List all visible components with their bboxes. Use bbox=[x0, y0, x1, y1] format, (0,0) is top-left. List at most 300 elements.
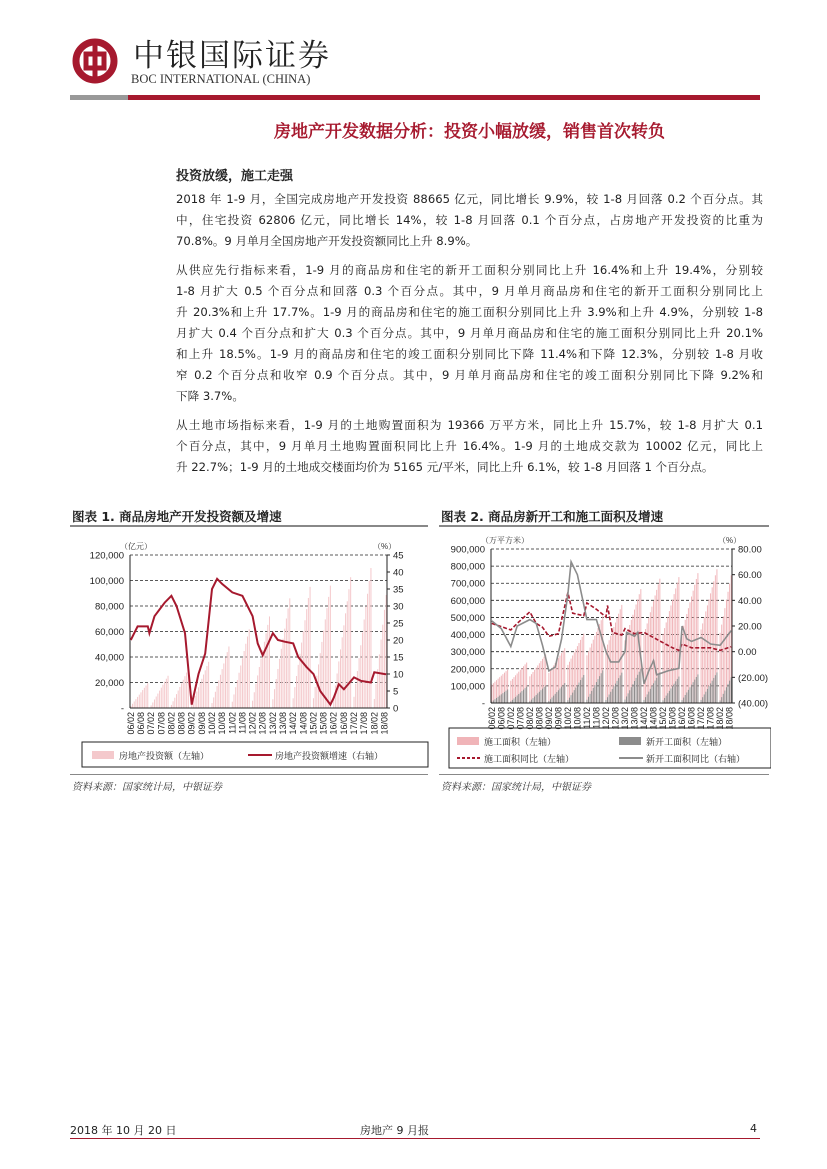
bar-mark bbox=[328, 597, 329, 708]
bar-mark bbox=[228, 646, 229, 708]
bar-mark bbox=[205, 670, 206, 708]
legend-label: 施工面积（左轴） bbox=[484, 737, 557, 747]
left-axis-tick: 60,000 bbox=[94, 627, 124, 638]
x-axis-tick: 14/02 bbox=[288, 712, 299, 735]
bar-mark bbox=[705, 692, 706, 703]
left-axis-tick: 100,000 bbox=[450, 681, 485, 693]
x-axis-tick: 16/02 bbox=[328, 712, 339, 735]
bar-mark bbox=[605, 649, 606, 703]
bar-mark bbox=[704, 617, 705, 703]
bar-mark bbox=[583, 675, 584, 703]
bar-mark bbox=[382, 625, 383, 708]
bar-mark bbox=[276, 679, 277, 708]
right-axis-unit: （%） bbox=[373, 542, 397, 551]
bar-mark bbox=[501, 694, 502, 703]
bar-mark bbox=[542, 689, 543, 703]
x-axis-tick: 12/02 bbox=[247, 712, 258, 735]
bar-mark bbox=[677, 679, 678, 703]
bar-mark bbox=[561, 687, 562, 703]
bar-mark bbox=[659, 672, 660, 703]
bar-mark bbox=[577, 685, 578, 703]
paragraph-line: 中，住宅投资 62806 亿元，同比增长 14%，较 1-8 月回落 0.1 个百分点，占房地产开发投资的比重为 bbox=[176, 213, 763, 227]
bar-mark bbox=[357, 671, 358, 708]
bar-mark bbox=[266, 633, 267, 708]
x-axis-tick: 16/08 bbox=[338, 712, 349, 735]
bar-mark bbox=[574, 690, 575, 703]
right-axis-tick: 35 bbox=[393, 584, 404, 596]
bar-mark bbox=[518, 694, 519, 703]
right-axis-tick: 80.00 bbox=[738, 544, 762, 556]
bar-mark bbox=[330, 586, 331, 708]
bar-mark bbox=[567, 665, 568, 703]
bar-mark bbox=[296, 676, 297, 708]
bar-mark bbox=[242, 658, 243, 708]
bar-mark bbox=[254, 692, 255, 708]
bar-mark bbox=[628, 693, 629, 703]
bar-mark bbox=[639, 672, 640, 703]
legend-swatch bbox=[619, 737, 641, 745]
chart2-title-rule bbox=[439, 525, 769, 527]
bar-mark bbox=[723, 694, 724, 703]
bar-mark bbox=[688, 690, 689, 703]
bar-mark bbox=[599, 676, 600, 703]
bar-mark bbox=[569, 662, 570, 703]
bar-mark bbox=[245, 644, 246, 708]
bar-mark bbox=[504, 692, 505, 703]
bar-mark bbox=[537, 693, 538, 703]
bar-mark bbox=[525, 688, 526, 703]
series-line bbox=[492, 562, 731, 684]
bar-mark bbox=[674, 684, 675, 703]
bar-mark bbox=[255, 684, 256, 708]
bar-mark bbox=[634, 681, 635, 703]
chart1-title-rule bbox=[70, 525, 428, 527]
bar-mark bbox=[550, 670, 551, 703]
x-axis-tick: 06/02 bbox=[486, 707, 497, 730]
right-axis-tick: 40 bbox=[393, 567, 404, 579]
x-axis-tick: 08/08 bbox=[534, 707, 545, 730]
x-axis-tick: 15/08 bbox=[667, 707, 678, 730]
footer-rule bbox=[70, 1138, 760, 1139]
bar-mark bbox=[575, 688, 576, 703]
bar-mark bbox=[666, 622, 667, 703]
bar-mark bbox=[720, 633, 721, 703]
bar-mark bbox=[303, 631, 304, 708]
bar-mark bbox=[672, 686, 673, 703]
bar-mark bbox=[602, 670, 603, 703]
x-axis-tick: 16/08 bbox=[686, 707, 697, 730]
bar-mark bbox=[183, 680, 184, 708]
right-axis-tick: 20 bbox=[393, 635, 404, 647]
bar-mark bbox=[166, 679, 167, 708]
bar-mark bbox=[196, 692, 197, 708]
bar-mark bbox=[211, 703, 212, 708]
bar-mark bbox=[548, 673, 549, 703]
left-axis-tick: 700,000 bbox=[450, 578, 485, 590]
bar-mark bbox=[498, 697, 499, 703]
x-axis-tick: 17/08 bbox=[705, 707, 716, 730]
bar-mark bbox=[299, 654, 300, 708]
paragraph-line: 70.8%。9 月单月全国房地产开发投资额同比上升 8.9%。 bbox=[176, 234, 478, 248]
bar-mark bbox=[181, 683, 182, 708]
bar-mark bbox=[514, 698, 515, 703]
left-axis-tick: - bbox=[120, 703, 124, 715]
bar-mark bbox=[663, 634, 664, 703]
bar-mark bbox=[710, 683, 711, 703]
bar-mark bbox=[184, 676, 185, 708]
bar-mark bbox=[618, 678, 619, 703]
right-axis-tick: 5 bbox=[393, 686, 399, 698]
x-axis-tick: 15/02 bbox=[658, 707, 669, 730]
bar-mark bbox=[540, 690, 541, 703]
bar-mark bbox=[670, 688, 671, 703]
bar-mark bbox=[716, 672, 717, 703]
bar-mark bbox=[239, 673, 240, 708]
bar-mark bbox=[195, 696, 196, 708]
bar-mark bbox=[685, 695, 686, 703]
bar-mark bbox=[690, 687, 691, 703]
bar-mark bbox=[218, 680, 219, 708]
bar-mark bbox=[697, 674, 698, 703]
bar-mark bbox=[502, 693, 503, 703]
bar-mark bbox=[374, 699, 375, 708]
bar-mark bbox=[379, 654, 380, 708]
bar-mark bbox=[637, 675, 638, 703]
bar-mark bbox=[678, 677, 679, 703]
left-axis-unit: （万平方米） bbox=[481, 536, 529, 545]
x-axis-tick: 15/02 bbox=[308, 712, 319, 735]
bar-mark bbox=[310, 587, 311, 708]
x-axis-tick: 11/02 bbox=[581, 707, 592, 729]
bar-mark bbox=[262, 650, 263, 708]
legend-label: 施工面积同比（左轴） bbox=[484, 754, 575, 764]
bar-mark bbox=[340, 649, 341, 708]
bar-mark bbox=[168, 676, 169, 708]
left-axis-tick: 300,000 bbox=[450, 647, 485, 659]
chart2-area bbox=[439, 530, 771, 775]
bar-mark bbox=[617, 681, 618, 703]
bar-mark bbox=[247, 637, 248, 708]
bar-mark bbox=[645, 629, 646, 703]
bar-mark bbox=[517, 695, 518, 703]
paragraph-line: 月扩大 0.4 个百分点和扩大 0.3 个百分点。其中，9 月单月商品房和住宅的施工面积分别同比上升 20.1% bbox=[176, 326, 763, 340]
bar-mark bbox=[244, 651, 245, 708]
x-axis-tick: 16/02 bbox=[677, 707, 688, 730]
bar-mark bbox=[173, 701, 174, 708]
bar-mark bbox=[206, 666, 207, 708]
x-axis-tick: 09/02 bbox=[543, 707, 554, 730]
bar-mark bbox=[666, 696, 667, 703]
legend-label: 新开工面积同比（右轴） bbox=[646, 754, 746, 764]
bar-mark bbox=[655, 681, 656, 703]
left-axis-tick: 20,000 bbox=[94, 678, 124, 689]
bar-mark bbox=[609, 695, 610, 703]
bar-mark bbox=[572, 693, 573, 703]
bar-mark bbox=[186, 673, 187, 708]
legend-label: 房地产投资额增速（右轴） bbox=[275, 751, 384, 761]
bar-mark bbox=[529, 676, 530, 703]
x-axis-tick: 13/02 bbox=[619, 707, 630, 730]
bar-mark bbox=[582, 678, 583, 703]
bar-mark bbox=[559, 688, 560, 703]
bar-mark bbox=[705, 611, 706, 703]
bar-mark bbox=[628, 630, 629, 703]
bar-mark bbox=[647, 623, 648, 703]
bar-mark bbox=[588, 697, 589, 703]
bar-mark bbox=[569, 698, 570, 703]
bar-mark bbox=[384, 610, 385, 708]
legend-label: 新开工面积（左轴） bbox=[646, 737, 728, 747]
bar-mark bbox=[220, 675, 221, 708]
bar-mark bbox=[191, 704, 192, 708]
paragraph-supply bbox=[176, 260, 763, 407]
left-axis-tick: 800,000 bbox=[450, 561, 485, 573]
right-axis-tick: 25 bbox=[393, 618, 404, 630]
bar-mark bbox=[686, 614, 687, 703]
x-axis-tick: 17/08 bbox=[359, 712, 370, 735]
series-line bbox=[131, 579, 386, 705]
bar-mark bbox=[506, 691, 507, 703]
x-axis-tick: 18/08 bbox=[379, 712, 390, 735]
bar-mark bbox=[533, 698, 534, 703]
page-title: 房地产开发数据分析：投资小幅放缓，销售首次转负 bbox=[274, 122, 665, 142]
chart1-title: 图表 1. 商品房地产开发投资额及增速 bbox=[72, 509, 282, 524]
right-axis-unit: （%） bbox=[718, 536, 742, 545]
bar-mark bbox=[610, 692, 611, 703]
bar-mark bbox=[162, 685, 163, 708]
bar-mark bbox=[550, 699, 551, 703]
header-divider-gray bbox=[70, 95, 128, 100]
bar-mark bbox=[701, 629, 702, 703]
bar-mark bbox=[179, 687, 180, 708]
bar-mark bbox=[715, 675, 716, 703]
left-axis-tick: 900,000 bbox=[450, 544, 485, 556]
bar-mark bbox=[536, 695, 537, 703]
bar-mark bbox=[631, 687, 632, 703]
bar-mark bbox=[215, 692, 216, 708]
bar-mark bbox=[355, 684, 356, 708]
x-axis-tick: 06/08 bbox=[496, 707, 507, 730]
bar-mark bbox=[223, 663, 224, 708]
bar-mark bbox=[240, 665, 241, 708]
bar-mark bbox=[650, 689, 651, 703]
bar-mark bbox=[553, 696, 554, 703]
bar-mark bbox=[359, 658, 360, 708]
bar-mark bbox=[658, 675, 659, 703]
bar-mark bbox=[152, 702, 153, 708]
bar-mark bbox=[164, 682, 165, 708]
bar-mark bbox=[558, 690, 559, 703]
bar-mark bbox=[586, 655, 587, 703]
bar-mark bbox=[284, 629, 285, 708]
x-axis-tick: 11/08 bbox=[591, 707, 602, 729]
header-divider-red bbox=[128, 95, 760, 100]
paragraph-line: 升 22.7%；1-9 月的土地成交楼面均价为 5165 元/平米，同比上升 6.1%，较 1-8 月回落 1 个百分点。 bbox=[176, 460, 714, 474]
bar-mark bbox=[499, 696, 500, 703]
right-axis-tick: 20.00 bbox=[738, 621, 762, 633]
bar-mark bbox=[723, 616, 724, 703]
bar-mark bbox=[364, 620, 365, 708]
bar-mark bbox=[156, 697, 157, 708]
bar-mark bbox=[601, 673, 602, 703]
bar-mark bbox=[579, 683, 580, 703]
bar-mark bbox=[208, 662, 209, 708]
x-axis-tick: 14/08 bbox=[298, 712, 309, 735]
bar-mark bbox=[640, 669, 641, 703]
right-axis-tick: 0 bbox=[393, 703, 399, 715]
bar-mark bbox=[620, 675, 621, 703]
right-axis-tick: 15 bbox=[393, 652, 404, 664]
bar-mark bbox=[161, 688, 162, 708]
x-axis-tick: 11/02 bbox=[227, 712, 238, 734]
bar-mark bbox=[667, 693, 668, 703]
bar-mark bbox=[217, 686, 218, 708]
x-axis-tick: 13/08 bbox=[278, 712, 289, 735]
x-axis-tick: 17/02 bbox=[696, 707, 707, 730]
x-axis-tick: 07/08 bbox=[156, 712, 167, 735]
bar-mark bbox=[354, 697, 355, 708]
bar-mark bbox=[259, 667, 260, 708]
bar-mark bbox=[348, 589, 349, 708]
paragraph-investment bbox=[176, 189, 763, 252]
bar-mark bbox=[694, 680, 695, 703]
x-axis-tick: 14/02 bbox=[639, 707, 650, 730]
chart2-title: 图表 2. 商品房新开工和施工面积及增速 bbox=[441, 509, 664, 524]
x-axis-tick: 18/08 bbox=[724, 707, 735, 730]
bar-mark bbox=[198, 687, 199, 708]
bar-mark bbox=[301, 643, 302, 708]
bar-mark bbox=[686, 692, 687, 703]
x-axis-tick: 17/02 bbox=[349, 712, 360, 735]
x-axis-tick: 08/02 bbox=[166, 712, 177, 735]
chart2-source-rule bbox=[439, 774, 769, 775]
x-axis-tick: 15/08 bbox=[318, 712, 329, 735]
chart1-source: 资料来源：国家统计局，中银证券 bbox=[72, 782, 222, 793]
x-axis-tick: 10/08 bbox=[572, 707, 583, 730]
bar-mark bbox=[274, 689, 275, 708]
bar-mark bbox=[315, 687, 316, 708]
footer-page-number: 4 bbox=[750, 1122, 757, 1135]
x-axis-tick: 09/08 bbox=[196, 712, 207, 735]
bar-mark bbox=[667, 617, 668, 703]
right-axis-tick: 0.00 bbox=[738, 647, 757, 659]
bar-mark bbox=[342, 637, 343, 708]
bar-mark bbox=[721, 697, 722, 703]
bar-mark bbox=[306, 609, 307, 708]
bar-mark bbox=[496, 698, 497, 703]
x-axis-tick: 09/02 bbox=[186, 712, 197, 735]
bar-mark bbox=[712, 681, 713, 703]
legend-swatch bbox=[457, 737, 479, 745]
chart2-source: 资料来源：国家统计局，中银证券 bbox=[441, 782, 591, 793]
bar-mark bbox=[632, 684, 633, 703]
bar-mark bbox=[142, 690, 143, 708]
bar-mark bbox=[594, 685, 595, 703]
bar-mark bbox=[140, 692, 141, 708]
left-axis-tick: 400,000 bbox=[450, 630, 485, 642]
paragraph-line: 下降 3.7%。 bbox=[176, 389, 244, 403]
section-heading: 投资放缓，施工走强 bbox=[176, 169, 294, 184]
bar-mark bbox=[325, 619, 326, 708]
bar-mark bbox=[713, 678, 714, 703]
bar-mark bbox=[512, 679, 513, 703]
x-axis-tick: 06/02 bbox=[125, 712, 136, 735]
right-axis-tick: (40.00) bbox=[738, 698, 769, 710]
x-axis-tick: 07/02 bbox=[146, 712, 157, 735]
bar-mark bbox=[669, 611, 670, 703]
x-axis-tick: 13/02 bbox=[267, 712, 278, 735]
x-axis-tick: 08/08 bbox=[176, 712, 187, 735]
bar-mark bbox=[693, 682, 694, 703]
bar-mark bbox=[308, 598, 309, 708]
bar-mark bbox=[510, 681, 511, 703]
bar-mark bbox=[507, 689, 508, 703]
bar-mark bbox=[588, 651, 589, 703]
right-axis-tick: 40.00 bbox=[738, 595, 762, 607]
bar-mark bbox=[726, 687, 727, 703]
bar-mark bbox=[288, 608, 289, 708]
bar-mark bbox=[232, 702, 233, 708]
bar-mark bbox=[721, 625, 722, 703]
left-axis-tick: 600,000 bbox=[450, 595, 485, 607]
x-axis-tick: 18/02 bbox=[715, 707, 726, 730]
bar-mark bbox=[729, 681, 730, 703]
bar-mark bbox=[645, 697, 646, 703]
bar-mark bbox=[370, 568, 371, 708]
bar-mark bbox=[563, 685, 564, 703]
bar-mark bbox=[647, 694, 648, 703]
paragraph-line: 升 20.3%和上升 17.7%。1-9 月的商品房和住宅的施工面积分别同比上升 3.9%和上升 4.9%，分别较 1-8 bbox=[176, 305, 763, 319]
legend-swatch bbox=[92, 751, 114, 759]
bar-mark bbox=[277, 669, 278, 708]
bar-mark bbox=[696, 677, 697, 703]
bar-mark bbox=[644, 635, 645, 703]
bar-mark bbox=[709, 686, 710, 703]
bar-mark bbox=[544, 687, 545, 703]
left-axis-tick: 500,000 bbox=[450, 612, 485, 624]
bar-mark bbox=[607, 697, 608, 703]
bar-mark bbox=[683, 698, 684, 703]
left-axis-unit: （亿元） bbox=[120, 542, 152, 551]
bar-mark bbox=[526, 687, 527, 703]
bar-mark bbox=[326, 608, 327, 708]
x-axis-tick: 10/02 bbox=[562, 707, 573, 730]
bar-mark bbox=[707, 605, 708, 703]
legend-label: 房地产投资额（左轴） bbox=[119, 751, 210, 761]
bar-mark bbox=[345, 613, 346, 708]
bar-mark bbox=[636, 678, 637, 703]
bar-mark bbox=[174, 698, 175, 708]
x-axis-tick: 10/08 bbox=[217, 712, 228, 735]
bar-mark bbox=[201, 679, 202, 708]
bar-mark bbox=[702, 697, 703, 703]
bar-mark bbox=[159, 691, 160, 708]
bar-mark bbox=[281, 649, 282, 708]
bar-mark bbox=[621, 673, 622, 703]
bar-mark bbox=[178, 691, 179, 708]
right-axis-tick: 30 bbox=[393, 601, 404, 613]
boc-logo-icon bbox=[72, 38, 118, 84]
bar-mark bbox=[225, 658, 226, 708]
bar-mark bbox=[545, 685, 546, 703]
bar-mark bbox=[257, 675, 258, 708]
bar-mark bbox=[376, 684, 377, 708]
bar-mark bbox=[651, 686, 652, 703]
right-axis-tick: 60.00 bbox=[738, 570, 762, 582]
bar-mark bbox=[555, 694, 556, 703]
chart1-source-rule bbox=[70, 774, 428, 775]
paragraph-line: 和上升 18.5%。1-9 月的商品房和住宅的竣工面积分别同比下降 11.4%和下降 12.3%，分别较 1-8 月收 bbox=[176, 347, 763, 361]
